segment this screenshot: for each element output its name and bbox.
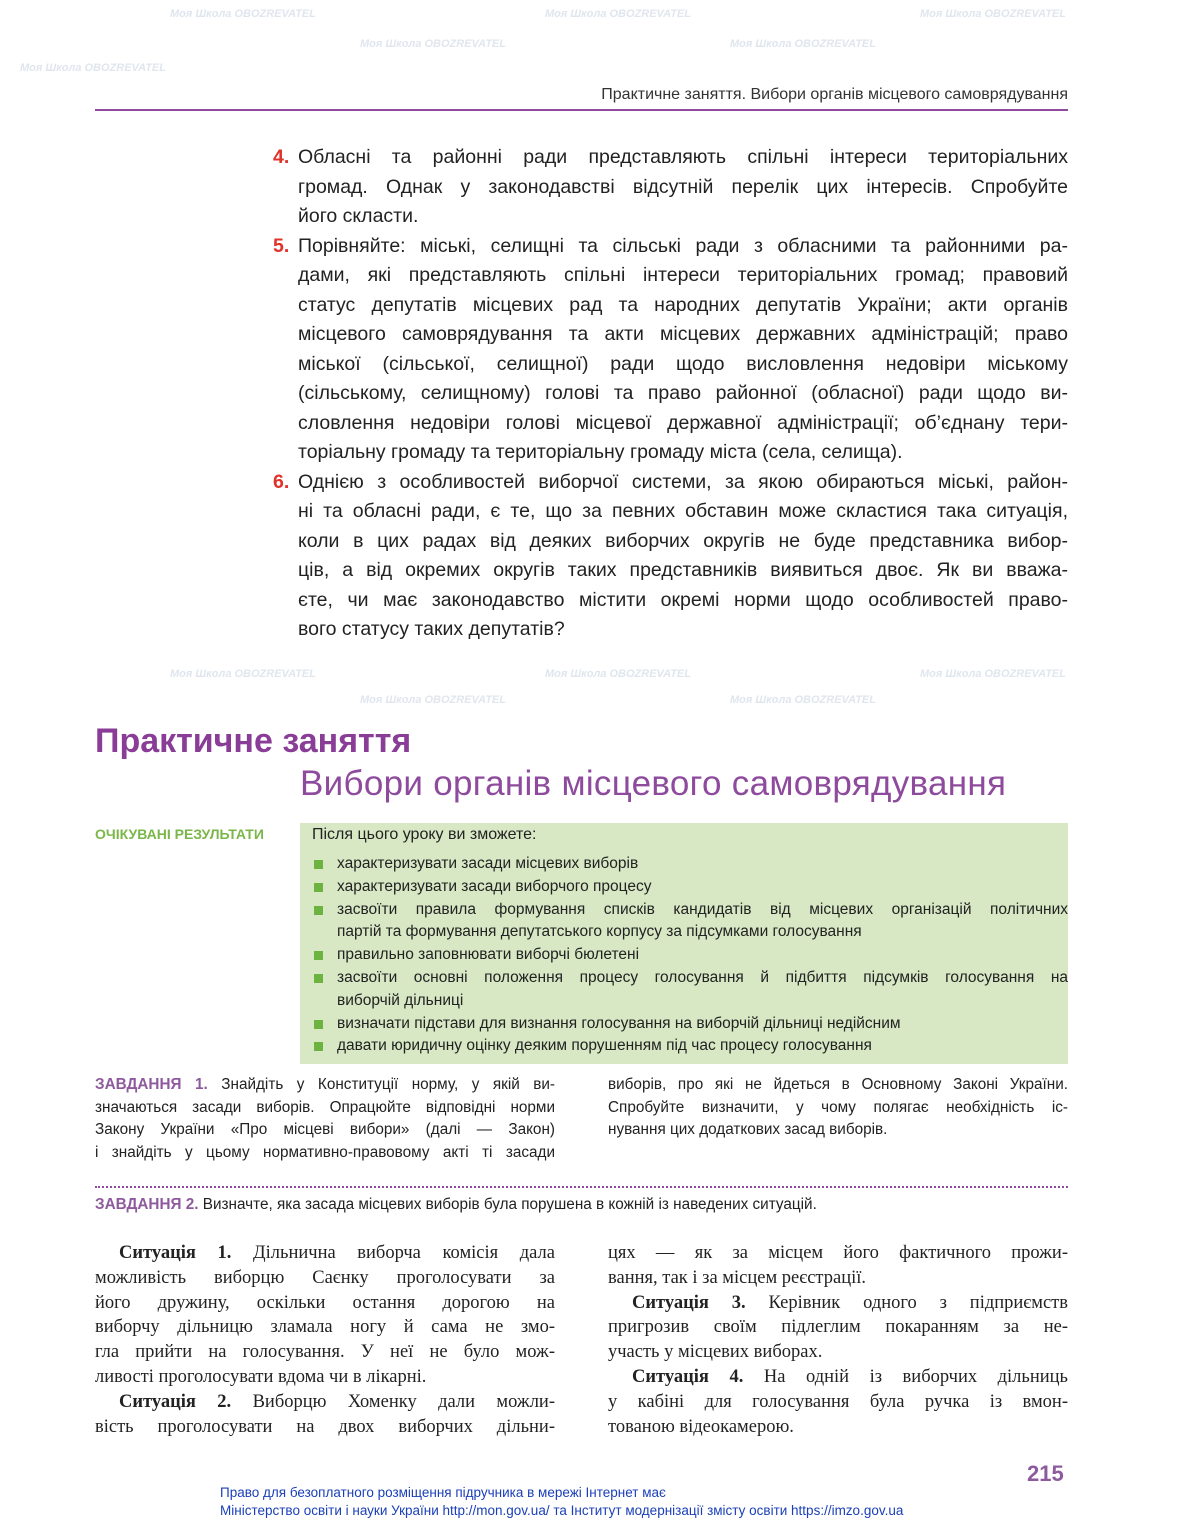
text-line: (сільському, селищному) голові та право районної (обласної) ради щодо ви- (298, 382, 1068, 404)
expected-results-label: ОЧІКУВАНІ РЕЗУЛЬТАТИ (95, 826, 264, 842)
situation-text: Керівник одного з підприємств (768, 1292, 1068, 1313)
text-line: ців, а від окремих округів таких представників виявиться двоє. Як ви вважа- (298, 559, 1068, 581)
result-item (312, 876, 1068, 899)
result-item (312, 967, 1068, 1013)
question-number: 4. (273, 146, 290, 168)
situation-text: Виборцю Хоменку дали можли- (252, 1391, 555, 1412)
section-title: Практичне заняття (95, 722, 412, 760)
text-line: вість проголосувати на двох виборчих дільни- (95, 1416, 555, 1437)
footer-notice (220, 1484, 903, 1520)
situation-label: Ситуація 1. (119, 1243, 232, 1263)
text-line: правильно заповнювати виборчі бюлетені (337, 946, 640, 964)
text-line (95, 1241, 555, 1266)
task1-label: ЗАВДАННЯ 1. (95, 1076, 208, 1093)
result-item (312, 899, 1068, 945)
text-line: партій та формування депутатського корпусу за підсумками голосування (337, 923, 862, 941)
text-line: ні та обласні ради, є те, що за певних обставин може скластися така ситуація, (298, 500, 1068, 522)
task1-right-column (608, 1074, 1068, 1142)
bullet-square-icon (314, 974, 323, 983)
question-text (298, 232, 1068, 468)
text-line: значаються засади виборів. Опрацюйте відповідні норми (95, 1098, 555, 1116)
text-line: засвоїти правила формування списків кандидатів від місцевих організацій політичних (337, 900, 1068, 918)
watermark: Моя Школа OBOZREVATEL (730, 694, 876, 706)
situations-right-column (608, 1241, 1068, 1439)
result-item (312, 1035, 1068, 1058)
watermark: Моя Школа OBOZREVATEL (20, 62, 166, 74)
text-line: вання, так і за місцем реєстрації. (608, 1267, 866, 1288)
situation-text: На одній із виборчих дільниць (763, 1366, 1068, 1387)
situation-label: Ситуація 3. (632, 1292, 746, 1313)
question-number: 6. (273, 470, 290, 493)
running-header: Практичне заняття. Вибори органів місцевого самоврядування (601, 86, 1068, 103)
text-line: і знайдіть у цьому нормативно-правовому акті ті засади (95, 1143, 555, 1161)
text-line (95, 1074, 555, 1097)
text-line: громад. Однак у законодавстві відсутній перелік цих інтересів. Спробуйте (298, 175, 1068, 198)
text-line: характеризувати засади виборчого процесу (337, 877, 652, 895)
watermark: Моя Школа OBOZREVATEL (360, 38, 506, 50)
watermark: Моя Школа OBOZREVATEL (545, 8, 691, 20)
result-text (337, 899, 1068, 945)
question-text (298, 468, 1068, 645)
text-line: Обласні та районні ради представляють спільні інтереси територіальних (298, 146, 1068, 168)
header-rule (95, 109, 1068, 111)
text-line: гла прийти на голосування. У неї не було мож- (95, 1342, 555, 1363)
question-item (273, 468, 1068, 645)
page-number: 215 (1027, 1461, 1064, 1486)
result-item (312, 1013, 1068, 1036)
bullet-square-icon (314, 951, 323, 960)
text-line: торіальну громаду та територіальну громаду міста (села, селища). (298, 441, 903, 463)
situation (95, 1390, 555, 1440)
question-list (273, 143, 1068, 645)
watermark: Моя Школа OBOZREVATEL (170, 8, 316, 20)
text-line: тованою відеокамерою. (608, 1416, 794, 1437)
watermark: Моя Школа OBOZREVATEL (920, 8, 1066, 20)
text-line: у кабіні для голосування була ручка із вмон- (608, 1391, 1068, 1412)
situation (608, 1365, 1068, 1439)
text-line: коли в цих радах від деяких виборчих округів не буде представника вибор- (298, 529, 1068, 552)
watermark: Моя Школа OBOZREVATEL (545, 668, 691, 680)
text-line: Порівняйте: міські, селищні та сільські ради з обласними та районними ра- (298, 234, 1068, 257)
bullet-square-icon (314, 1042, 323, 1051)
text-line: пригрозив своїм підлеглим покаранням за не- (608, 1317, 1068, 1338)
result-text (337, 853, 1068, 876)
result-text (337, 967, 1068, 1013)
situation (95, 1241, 555, 1390)
task1-left-column (95, 1074, 555, 1164)
result-item (312, 944, 1068, 967)
text-line (608, 1291, 1068, 1316)
text-line: його дружину, оскільки остання дорогою на (95, 1292, 555, 1313)
task2-text: Визначте, яка засада місцевих виборів була порушена в кожній із наведених ситуацій. (202, 1196, 817, 1213)
footer-line-1: Право для безоплатного розміщення підручника в мережі Інтернет має (220, 1485, 666, 1500)
result-text (337, 1035, 1068, 1058)
text-line: Однією з особливостей виборчої системи, за якою обираються міські, район- (298, 470, 1068, 493)
result-text (337, 1013, 1068, 1036)
situation (608, 1241, 1068, 1291)
text-line: словлення недовіри голові місцевої державної адміністрації; об’єднану тери- (298, 411, 1068, 434)
question-item (273, 143, 1068, 232)
text-line: дами, які представляють спільні інтереси територіальних громад; правовий (298, 264, 1068, 286)
text-line: виборчу дільницю зламала ногу й сама не змо- (95, 1317, 555, 1338)
text-line: його скласти. (298, 205, 419, 227)
text-line: характеризувати засади місцевих виборів (337, 855, 639, 872)
text-line (608, 1365, 1068, 1390)
result-text (337, 876, 1068, 899)
expected-results-intro: Після цього уроку ви зможете: (312, 826, 537, 843)
text-line: участь у місцевих виборах. (608, 1342, 823, 1363)
bullet-square-icon (314, 860, 323, 869)
watermark: Моя Школа OBOZREVATEL (730, 38, 876, 50)
question-item (273, 232, 1068, 468)
text-line: ливості проголосувати вдома чи в лікарні. (95, 1366, 427, 1387)
text-line: засвоїти основні положення процесу голосування й підбиття підсумків голосування на (337, 968, 1068, 986)
watermark: Моя Школа OBOZREVATEL (920, 668, 1066, 680)
text-line: визначати підстави для визнання голосування на виборчій дільниці недійсним (337, 1014, 901, 1032)
bullet-square-icon (314, 906, 323, 915)
task1-text: Знайдіть у Конституції норму, у якій ви- (221, 1076, 556, 1093)
bullet-square-icon (314, 1020, 323, 1029)
text-line: нування цих додаткових засад виборів. (608, 1121, 888, 1138)
bullet-square-icon (314, 883, 323, 892)
expected-results-list (312, 853, 1068, 1058)
situation-label: Ситуація 2. (119, 1391, 232, 1412)
text-line: можливість виборцю Саєнку проголосувати за (95, 1267, 555, 1288)
situation-label: Ситуація 4. (632, 1366, 744, 1387)
watermark: Моя Школа OBOZREVATEL (360, 694, 506, 706)
text-line: місцевого самоврядування та акти місцевих державних адміністрацій; право (298, 323, 1068, 345)
text-line: виборчій дільниці (337, 991, 464, 1009)
result-text (337, 944, 1068, 967)
situations-left-column (95, 1241, 555, 1439)
result-item (312, 853, 1068, 876)
question-text (298, 143, 1068, 232)
text-line: вого статусу таких депутатів? (298, 618, 565, 640)
dotted-divider (95, 1186, 1068, 1188)
task2-label: ЗАВДАННЯ 2. (95, 1196, 199, 1213)
situation-text: Дільнична виборча комісія дала (253, 1243, 555, 1263)
footer-line-2: Міністерство освіти і науки України http://mon.gov.ua/ та Інститут модернізації змісту освіти https://imzo.gov.ua (220, 1503, 904, 1518)
text-line: єте, чи має законодавство містити окремі норми щодо особливостей право- (298, 588, 1068, 611)
question-number: 5. (273, 234, 290, 257)
situation (608, 1291, 1068, 1365)
text-line: виборів, про які не йдеться в Основному Законі України. (608, 1076, 1068, 1093)
text-line: міської (сільської, селищної) ради щодо висловлення недовіри міському (298, 352, 1068, 375)
text-line: цях — як за місцем його фактичного прожи- (608, 1243, 1068, 1263)
text-line: давати юридичну оцінку деяким порушенням під час процесу голосування (337, 1037, 872, 1055)
section-subtitle: Вибори органів місцевого самоврядування (300, 764, 1007, 803)
text-line (95, 1390, 555, 1415)
task2 (95, 1194, 817, 1217)
watermark: Моя Школа OBOZREVATEL (170, 668, 316, 680)
text-line: статус депутатів місцевих рад та народних депутатів України; акти органів (298, 293, 1068, 316)
text-line: Закону України «Про місцеві вибори» (далі — Закон) (95, 1121, 555, 1138)
text-line: Спробуйте визначити, у чому полягає необхідність іс- (608, 1098, 1068, 1116)
